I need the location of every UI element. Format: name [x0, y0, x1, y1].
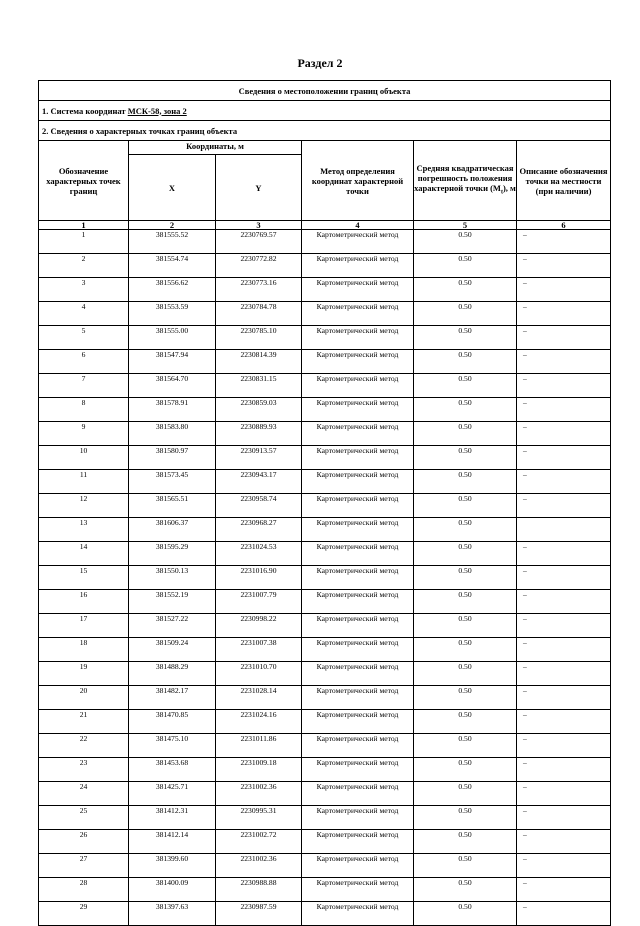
error-cell: 0.50	[414, 662, 517, 686]
table-row	[39, 230, 611, 254]
method-cell: Картометрический метод	[302, 398, 414, 422]
description-cell: –	[517, 494, 611, 518]
error-cell: 0.50	[414, 470, 517, 494]
method-cell: Картометрический метод	[302, 758, 414, 782]
coord-x: 381547.94	[129, 350, 216, 374]
error-cell: 0.50	[414, 878, 517, 902]
coord-x: 381412.14	[129, 830, 216, 854]
method-cell: Картометрический метод	[302, 566, 414, 590]
table-row	[39, 854, 611, 878]
description-cell: –	[517, 446, 611, 470]
point-number: 1	[39, 230, 129, 254]
coord-y: 2230968.27	[216, 518, 302, 542]
description-cell: –	[517, 398, 611, 422]
description-cell	[517, 518, 611, 542]
point-number: 10	[39, 446, 129, 470]
method-cell: Картометрический метод	[302, 470, 414, 494]
description-cell: –	[517, 326, 611, 350]
description-cell: –	[517, 806, 611, 830]
error-cell: 0.50	[414, 326, 517, 350]
col-description: Описание обозначения точки на местности (при наличии)	[517, 141, 611, 221]
coord-y: 2231007.79	[216, 590, 302, 614]
table-title: Сведения о местоположении границ объекта	[39, 81, 611, 101]
table-row	[39, 254, 611, 278]
col-point-id: Обозначение характерных точек границ	[39, 141, 129, 221]
table-row	[39, 470, 611, 494]
column-number: 6	[517, 221, 611, 230]
description-cell: –	[517, 470, 611, 494]
col-x: X	[129, 155, 216, 221]
coord-y: 2231010.70	[216, 662, 302, 686]
table-row	[39, 782, 611, 806]
description-cell: –	[517, 734, 611, 758]
description-cell: –	[517, 374, 611, 398]
description-cell: –	[517, 662, 611, 686]
col-method: Метод определения координат характерной точки	[302, 141, 414, 221]
coord-y: 2231028.14	[216, 686, 302, 710]
error-cell: 0.50	[414, 254, 517, 278]
coord-y: 2231009.18	[216, 758, 302, 782]
point-rows	[39, 230, 611, 926]
error-cell: 0.50	[414, 830, 517, 854]
error-cell: 0.50	[414, 542, 517, 566]
coord-x: 381595.29	[129, 542, 216, 566]
method-cell: Картометрический метод	[302, 854, 414, 878]
error-cell: 0.50	[414, 518, 517, 542]
point-number: 15	[39, 566, 129, 590]
method-cell: Картометрический метод	[302, 734, 414, 758]
point-number: 11	[39, 470, 129, 494]
coord-x: 381509.24	[129, 638, 216, 662]
description-cell: –	[517, 614, 611, 638]
coord-y: 2230814.39	[216, 350, 302, 374]
column-number: 5	[414, 221, 517, 230]
table-row	[39, 686, 611, 710]
coord-x: 381488.29	[129, 662, 216, 686]
point-number: 27	[39, 854, 129, 878]
point-number: 21	[39, 710, 129, 734]
coord-x: 381453.68	[129, 758, 216, 782]
description-cell: –	[517, 710, 611, 734]
point-number: 6	[39, 350, 129, 374]
table-row	[39, 638, 611, 662]
coord-y: 2231024.16	[216, 710, 302, 734]
description-cell: –	[517, 686, 611, 710]
table-row	[39, 830, 611, 854]
coord-x: 381554.74	[129, 254, 216, 278]
point-number: 28	[39, 878, 129, 902]
method-cell: Картометрический метод	[302, 230, 414, 254]
col-coords: Координаты, м	[129, 141, 302, 155]
method-cell: Картометрический метод	[302, 542, 414, 566]
error-cell: 0.50	[414, 806, 517, 830]
method-cell: Картометрический метод	[302, 302, 414, 326]
description-cell: –	[517, 902, 611, 926]
point-number: 29	[39, 902, 129, 926]
table-row	[39, 302, 611, 326]
method-cell: Картометрический метод	[302, 710, 414, 734]
point-number: 19	[39, 662, 129, 686]
point-number: 18	[39, 638, 129, 662]
point-number: 3	[39, 278, 129, 302]
method-cell: Картометрический метод	[302, 902, 414, 926]
coord-y: 2230988.88	[216, 878, 302, 902]
coord-x: 381470.85	[129, 710, 216, 734]
point-number: 4	[39, 302, 129, 326]
method-cell: Картометрический метод	[302, 638, 414, 662]
column-numbers-row	[39, 221, 611, 230]
coord-system-label: 1. Система координат	[42, 105, 128, 116]
point-number: 7	[39, 374, 129, 398]
table-row	[39, 518, 611, 542]
description-cell: –	[517, 278, 611, 302]
description-cell: –	[517, 542, 611, 566]
column-number: 2	[129, 221, 216, 230]
method-cell: Картометрический метод	[302, 878, 414, 902]
coord-x: 381555.00	[129, 326, 216, 350]
method-cell: Картометрический метод	[302, 350, 414, 374]
description-cell: –	[517, 782, 611, 806]
error-cell: 0.50	[414, 374, 517, 398]
coord-x: 381556.62	[129, 278, 216, 302]
coord-y: 2230987.59	[216, 902, 302, 926]
coord-y: 2231002.72	[216, 830, 302, 854]
table-row	[39, 494, 611, 518]
point-number: 8	[39, 398, 129, 422]
coord-y: 2230889.93	[216, 422, 302, 446]
table-row	[39, 542, 611, 566]
coord-y: 2230831.15	[216, 374, 302, 398]
coord-x: 381482.17	[129, 686, 216, 710]
coord-x: 381555.52	[129, 230, 216, 254]
coord-y: 2231007.38	[216, 638, 302, 662]
coord-y: 2230785.10	[216, 326, 302, 350]
coord-x: 381527.22	[129, 614, 216, 638]
table-row	[39, 566, 611, 590]
coord-y: 2230773.16	[216, 278, 302, 302]
point-number: 26	[39, 830, 129, 854]
description-cell: –	[517, 830, 611, 854]
column-number: 1	[39, 221, 129, 230]
description-cell: –	[517, 566, 611, 590]
point-number: 13	[39, 518, 129, 542]
coord-y: 2230913.57	[216, 446, 302, 470]
error-cell: 0.50	[414, 590, 517, 614]
coord-system-value: МСК-58, зона 2	[127, 105, 187, 116]
error-cell: 0.50	[414, 638, 517, 662]
table-row	[39, 446, 611, 470]
table-row	[39, 878, 611, 902]
method-cell: Картометрический метод	[302, 830, 414, 854]
error-cell: 0.50	[414, 758, 517, 782]
description-cell: –	[517, 254, 611, 278]
point-number: 22	[39, 734, 129, 758]
point-number: 17	[39, 614, 129, 638]
coord-y: 2231016.90	[216, 566, 302, 590]
description-cell: –	[517, 302, 611, 326]
table-row	[39, 614, 611, 638]
error-cell: 0.50	[414, 710, 517, 734]
table-row	[39, 710, 611, 734]
table-row	[39, 278, 611, 302]
coord-x: 381412.31	[129, 806, 216, 830]
table-row	[39, 422, 611, 446]
method-cell: Картометрический метод	[302, 278, 414, 302]
table-row	[39, 590, 611, 614]
error-cell: 0.50	[414, 566, 517, 590]
coord-x: 381580.97	[129, 446, 216, 470]
coord-x: 381552.19	[129, 590, 216, 614]
error-cell: 0.50	[414, 734, 517, 758]
error-cell: 0.50	[414, 302, 517, 326]
coord-x: 381400.09	[129, 878, 216, 902]
col-error: Средняя квадратическая погрешность положения характерной точки $(M_t)$, м	[414, 141, 517, 221]
method-cell: Картометрический метод	[302, 374, 414, 398]
table-row	[39, 374, 611, 398]
point-number: 16	[39, 590, 129, 614]
coord-y: 2230784.78	[216, 302, 302, 326]
coord-y: 2230769.57	[216, 230, 302, 254]
method-cell: Картометрический метод	[302, 446, 414, 470]
point-number: 24	[39, 782, 129, 806]
error-cell: 0.50	[414, 446, 517, 470]
method-cell: Картометрический метод	[302, 782, 414, 806]
coord-x: 381578.91	[129, 398, 216, 422]
error-cell: 0.50	[414, 278, 517, 302]
error-cell: 0.50	[414, 494, 517, 518]
column-number: 3	[216, 221, 302, 230]
col-y: Y	[216, 155, 302, 221]
coord-x: 381606.37	[129, 518, 216, 542]
error-cell: 0.50	[414, 686, 517, 710]
error-cell: 0.50	[414, 614, 517, 638]
coord-x: 381425.71	[129, 782, 216, 806]
method-cell: Картометрический метод	[302, 614, 414, 638]
point-number: 5	[39, 326, 129, 350]
method-cell: Картометрический метод	[302, 686, 414, 710]
coord-y: 2231011.86	[216, 734, 302, 758]
method-cell: Картометрический метод	[302, 422, 414, 446]
error-cell: 0.50	[414, 230, 517, 254]
coord-y: 2230859.03	[216, 398, 302, 422]
table-row	[39, 734, 611, 758]
point-number: 9	[39, 422, 129, 446]
description-cell: –	[517, 590, 611, 614]
point-number: 14	[39, 542, 129, 566]
description-cell: –	[517, 878, 611, 902]
point-number: 20	[39, 686, 129, 710]
coord-y: 2230943.17	[216, 470, 302, 494]
coord-x: 381475.10	[129, 734, 216, 758]
method-cell: Картометрический метод	[302, 662, 414, 686]
coord-x: 381553.59	[129, 302, 216, 326]
table-row	[39, 398, 611, 422]
coord-y: 2230998.22	[216, 614, 302, 638]
description-cell: –	[517, 422, 611, 446]
coord-y: 2230995.31	[216, 806, 302, 830]
error-cell: 0.50	[414, 854, 517, 878]
table-row	[39, 662, 611, 686]
coord-x: 381550.13	[129, 566, 216, 590]
coord-x: 381583.80	[129, 422, 216, 446]
table-row	[39, 902, 611, 926]
point-number: 12	[39, 494, 129, 518]
method-cell: Картометрический метод	[302, 518, 414, 542]
coord-y: 2231024.53	[216, 542, 302, 566]
coord-x: 381565.51	[129, 494, 216, 518]
coord-y: 2230958.74	[216, 494, 302, 518]
coord-y: 2231002.36	[216, 854, 302, 878]
method-cell: Картометрический метод	[302, 590, 414, 614]
method-cell: Картометрический метод	[302, 254, 414, 278]
boundary-table	[38, 80, 611, 926]
coord-x: 381564.70	[129, 374, 216, 398]
table-row	[39, 326, 611, 350]
method-cell: Картометрический метод	[302, 806, 414, 830]
method-cell: Картометрический метод	[302, 494, 414, 518]
section-title: Раздел 2	[297, 56, 343, 70]
description-cell: –	[517, 638, 611, 662]
method-cell: Картометрический метод	[302, 326, 414, 350]
error-cell: 0.50	[414, 398, 517, 422]
table-row	[39, 758, 611, 782]
points-heading: 2. Сведения о характерных точках границ объекта	[39, 121, 611, 141]
table-row	[39, 806, 611, 830]
coord-y: 2231002.36	[216, 782, 302, 806]
point-number: 2	[39, 254, 129, 278]
error-cell: 0.50	[414, 902, 517, 926]
description-cell: –	[517, 758, 611, 782]
description-cell: –	[517, 230, 611, 254]
coord-x: 381399.60	[129, 854, 216, 878]
error-cell: 0.50	[414, 782, 517, 806]
coord-x: 381397.63	[129, 902, 216, 926]
error-cell: 0.50	[414, 422, 517, 446]
point-number: 25	[39, 806, 129, 830]
description-cell: –	[517, 350, 611, 374]
error-cell: 0.50	[414, 350, 517, 374]
coord-system	[39, 101, 611, 121]
coord-x: 381573.45	[129, 470, 216, 494]
table-row	[39, 350, 611, 374]
point-number: 23	[39, 758, 129, 782]
column-number: 4	[302, 221, 414, 230]
description-cell: –	[517, 854, 611, 878]
coord-y: 2230772.82	[216, 254, 302, 278]
